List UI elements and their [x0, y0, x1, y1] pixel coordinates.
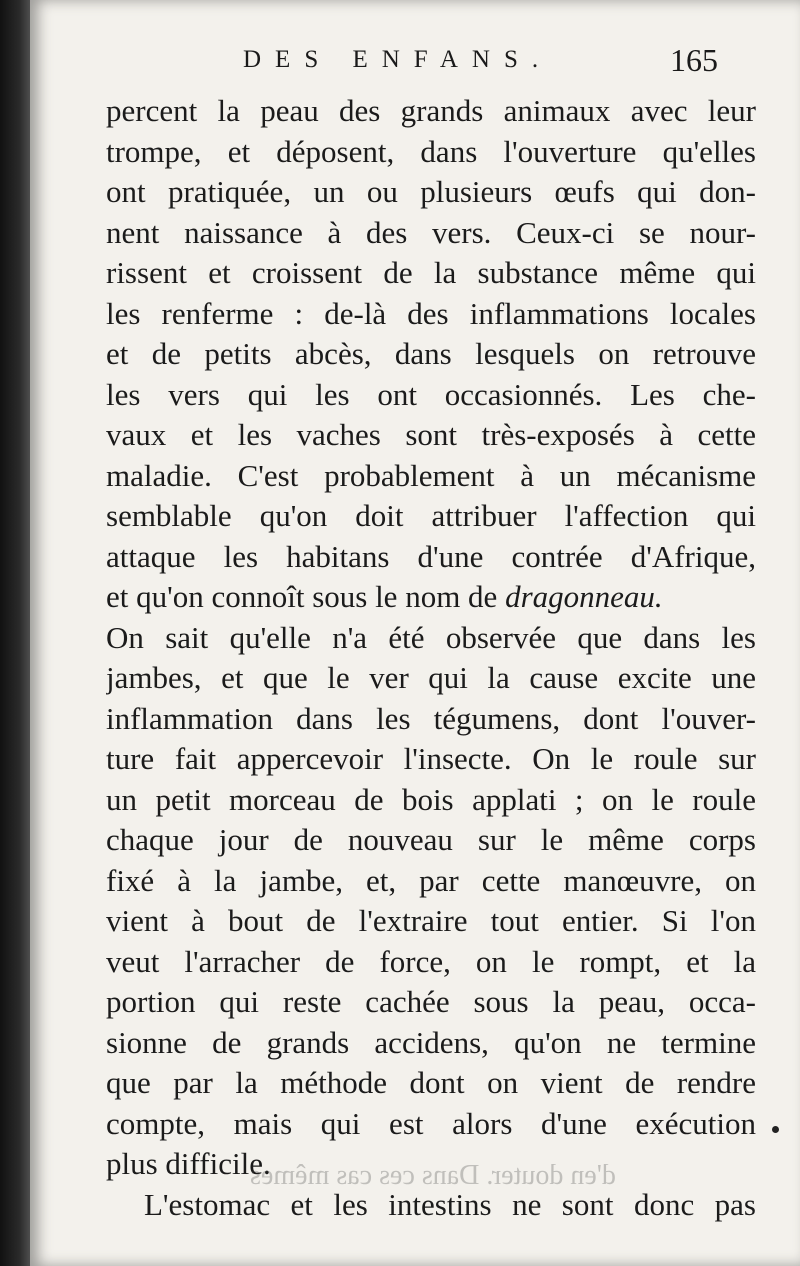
text-line [106, 577, 756, 618]
page-number: 165 [670, 42, 718, 78]
running-head: DES ENFANS. [243, 46, 553, 73]
text-line: jambes, et que le ver qui la cause excite une [106, 660, 756, 695]
text-line: fixé à la jambe, et, par cette manœuvre, on [106, 862, 756, 898]
text-line: un petit morceau de bois applati ; on le roule [106, 781, 756, 817]
text-line: percent la peau des grands animaux avec leur [106, 93, 756, 128]
text-line: vient à bout de l'extraire tout entier. Si l'on [106, 903, 756, 938]
text-line: trompe, et déposent, dans l'ouverture qu'elles [106, 133, 756, 169]
text-line: chaque jour de nouveau sur le même corps [106, 822, 756, 857]
text-line: et de petits abcès, dans lesquels on retrouve [106, 336, 756, 371]
text-line-prefix: et qu'on connoît sous le nom de [106, 579, 506, 614]
text-line: portion qui reste cachée sous la peau, occa- [106, 984, 756, 1019]
text-line: compte, mais qui est alors d'une exécution [106, 1105, 756, 1141]
text-line: plus difficile. [106, 1146, 271, 1181]
text-line: attaque les habitans d'une contrée d'Afrique, [106, 538, 756, 574]
body-text [106, 91, 756, 1225]
text-line: que par la méthode dont on vient de rendre [106, 1065, 756, 1100]
text-line: nent naissance à des vers. Ceux-ci se nour- [106, 214, 756, 250]
text-line: ont pratiquée, un ou plusieurs œufs qui don- [106, 174, 756, 209]
book-page [30, 0, 800, 1266]
text-line: rissent et croissent de la substance même qui [106, 255, 756, 290]
text-line: L'estomac et les intestins ne sont donc pas [144, 1186, 756, 1222]
text-line: inflammation dans les tégumens, dont l'ouver- [106, 700, 756, 736]
text-line: semblable qu'on doit attribuer l'affection qui [106, 498, 756, 533]
text-line: sionne de grands accidens, qu'on ne termine [106, 1024, 756, 1060]
ink-speck [772, 1126, 779, 1133]
text-line: les vers qui les ont occasionnés. Les che- [106, 376, 756, 412]
text-line: ture fait appercevoir l'insecte. On le roule sur [106, 741, 756, 776]
bleed-through-text: d'en douter. Dans ces cas mêmes [250, 1160, 616, 1191]
text-line: veut l'arracher de force, on le rompt, et la [106, 943, 756, 979]
text-line: les renferme : de-là des inflammations locales [106, 295, 756, 331]
text-line: maladie. C'est probablement à un mécanisme [106, 457, 756, 493]
italic-term: dragonneau. [505, 579, 663, 614]
book-gutter-shadow [0, 0, 32, 1266]
text-line: vaux et les vaches sont très-exposés à cette [106, 417, 756, 452]
text-line: On sait qu'elle n'a été observée que dans les [106, 619, 756, 655]
page-header [30, 42, 800, 92]
